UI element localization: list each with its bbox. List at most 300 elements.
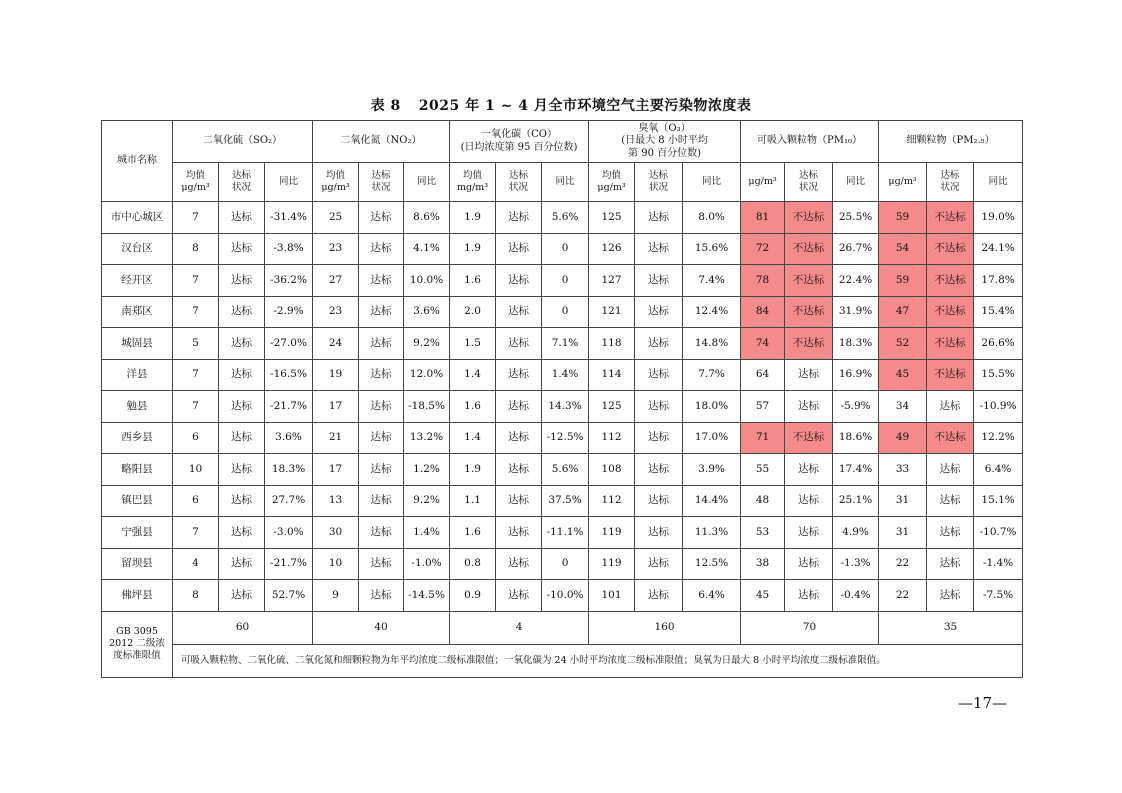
yoy-cell: 7.4% — [683, 265, 741, 297]
yoy-cell: 1.4% — [404, 517, 450, 549]
status-cell: 达标 — [635, 454, 683, 486]
mean-cell: 108 — [589, 454, 635, 486]
yoy-cell: 4.1% — [404, 233, 450, 265]
yoy-cell: 8.0% — [683, 202, 741, 234]
status-cell: 达标 — [359, 422, 404, 454]
yoy-cell: 12.2% — [974, 422, 1023, 454]
status-cell: 达标 — [635, 422, 683, 454]
status-cell: 达标 — [635, 328, 683, 360]
mean-cell: 78 — [741, 265, 785, 297]
mean-cell: 1.9 — [450, 202, 496, 234]
header-row-1 — [102, 121, 1023, 163]
yoy-cell: 9.2% — [404, 485, 450, 517]
status-cell: 不达标 — [927, 296, 974, 328]
status-cell: 不达标 — [927, 233, 974, 265]
status-cell: 达标 — [219, 422, 265, 454]
yoy-cell: -3.0% — [265, 517, 313, 549]
status-cell: 达标 — [219, 454, 265, 486]
standard-limit-cell: 35 — [879, 611, 1023, 644]
yoy-cell: -27.0% — [265, 328, 313, 360]
status-cell: 达标 — [359, 328, 404, 360]
city-name-cell: 市中心城区 — [102, 202, 173, 234]
status-cell: 达标 — [219, 296, 265, 328]
city-name-cell: 留坝县 — [102, 548, 173, 580]
mean-cell: 49 — [879, 422, 927, 454]
mean-cell: 52 — [879, 328, 927, 360]
yoy-cell: 0 — [542, 233, 589, 265]
yoy-cell: 1.4% — [542, 359, 589, 391]
status-header-pm10: 达标 状况 — [785, 163, 833, 202]
status-cell: 达标 — [359, 202, 404, 234]
yoy-cell: 17.0% — [683, 422, 741, 454]
yoy-cell: -21.7% — [265, 391, 313, 423]
status-header-o3: 达标 状况 — [635, 163, 683, 202]
mean-cell: 114 — [589, 359, 635, 391]
status-header-no2: 达标 状况 — [359, 163, 404, 202]
standard-limit-cell: 160 — [589, 611, 741, 644]
yoy-cell: 18.3% — [833, 328, 879, 360]
yoy-cell: -12.5% — [542, 422, 589, 454]
mean-cell: 45 — [879, 359, 927, 391]
status-cell: 达标 — [635, 296, 683, 328]
yoy-cell: 7.7% — [683, 359, 741, 391]
yoy-cell: 26.6% — [974, 328, 1023, 360]
yoy-cell: -14.5% — [404, 580, 450, 612]
mean-header-no2: 均值 μg/m³ — [313, 163, 359, 202]
status-cell: 达标 — [927, 517, 974, 549]
table-row — [102, 296, 1023, 328]
status-cell: 达标 — [496, 265, 542, 297]
city-name-cell: 佛坪县 — [102, 580, 173, 612]
status-cell: 达标 — [785, 454, 833, 486]
mean-cell: 8 — [173, 233, 219, 265]
yoy-cell: -1.0% — [404, 548, 450, 580]
yoy-cell: 26.7% — [833, 233, 879, 265]
table-row — [102, 233, 1023, 265]
yoy-cell: 7.1% — [542, 328, 589, 360]
yoy-cell: 15.5% — [974, 359, 1023, 391]
status-cell: 达标 — [219, 233, 265, 265]
mean-cell: 48 — [741, 485, 785, 517]
status-cell: 达标 — [635, 580, 683, 612]
status-cell: 不达标 — [927, 265, 974, 297]
page-number: —17— — [958, 694, 1008, 712]
yoy-cell: -18.5% — [404, 391, 450, 423]
status-cell: 达标 — [219, 391, 265, 423]
mean-cell: 22 — [879, 548, 927, 580]
yoy-cell: -2.9% — [265, 296, 313, 328]
mean-cell: 0.8 — [450, 548, 496, 580]
mean-cell: 71 — [741, 422, 785, 454]
mean-cell: 118 — [589, 328, 635, 360]
status-cell: 达标 — [635, 202, 683, 234]
mean-cell: 21 — [313, 422, 359, 454]
yoy-cell: 24.1% — [974, 233, 1023, 265]
table-row — [102, 580, 1023, 612]
yoy-cell: -16.5% — [265, 359, 313, 391]
status-cell: 达标 — [496, 391, 542, 423]
air-quality-table — [101, 120, 1023, 678]
city-name-cell: 南郑区 — [102, 296, 173, 328]
yoy-cell: 5.6% — [542, 202, 589, 234]
status-cell: 达标 — [359, 391, 404, 423]
mean-cell: 101 — [589, 580, 635, 612]
status-cell: 达标 — [359, 454, 404, 486]
status-cell: 达标 — [219, 485, 265, 517]
status-cell: 达标 — [219, 202, 265, 234]
mean-cell: 1.5 — [450, 328, 496, 360]
yoy-cell: 14.4% — [683, 485, 741, 517]
yoy-cell: 18.6% — [833, 422, 879, 454]
status-cell: 不达标 — [927, 328, 974, 360]
mean-cell: 31 — [879, 517, 927, 549]
status-cell: 不达标 — [785, 233, 833, 265]
table-row — [102, 517, 1023, 549]
mean-cell: 7 — [173, 517, 219, 549]
status-header-co: 达标 状况 — [496, 163, 542, 202]
yoy-cell: 6.4% — [683, 580, 741, 612]
yoy-cell: 9.2% — [404, 328, 450, 360]
mean-header-o3: 均值 μg/m³ — [589, 163, 635, 202]
mean-cell: 59 — [879, 202, 927, 234]
status-cell: 达标 — [496, 422, 542, 454]
city-name-cell: 略阳县 — [102, 454, 173, 486]
city-name-cell: 镇巴县 — [102, 485, 173, 517]
yoy-cell: 1.2% — [404, 454, 450, 486]
table-row — [102, 202, 1023, 234]
mean-cell: 33 — [879, 454, 927, 486]
status-cell: 达标 — [635, 265, 683, 297]
status-cell: 达标 — [359, 359, 404, 391]
mean-cell: 55 — [741, 454, 785, 486]
standard-limit-cell: 40 — [313, 611, 450, 644]
mean-cell: 7 — [173, 359, 219, 391]
city-name-cell: 洋县 — [102, 359, 173, 391]
mean-cell: 38 — [741, 548, 785, 580]
yoy-cell: 27.7% — [265, 485, 313, 517]
pollutant-header-so2: 二氧化硫（SO₂） — [173, 121, 313, 163]
status-cell: 达标 — [635, 391, 683, 423]
yoy-cell: -1.4% — [974, 548, 1023, 580]
yoy-cell: 15.1% — [974, 485, 1023, 517]
mean-cell: 24 — [313, 328, 359, 360]
yoy-cell: 17.8% — [974, 265, 1023, 297]
status-cell: 达标 — [219, 517, 265, 549]
mean-cell: 45 — [741, 580, 785, 612]
yoy-cell: -3.8% — [265, 233, 313, 265]
status-cell: 达标 — [927, 580, 974, 612]
yoy-cell: 22.4% — [833, 265, 879, 297]
mean-cell: 25 — [313, 202, 359, 234]
mean-cell: 23 — [313, 296, 359, 328]
mean-cell: 72 — [741, 233, 785, 265]
mean-cell: 84 — [741, 296, 785, 328]
yoy-cell: 13.2% — [404, 422, 450, 454]
city-name-cell: 汉台区 — [102, 233, 173, 265]
pollutant-header-o3: 臭氧（O₃） (日最大 8 小时平均 第 90 百分位数) — [589, 121, 741, 163]
mean-cell: 17 — [313, 391, 359, 423]
yoy-cell: 17.4% — [833, 454, 879, 486]
yoy-cell: 31.9% — [833, 296, 879, 328]
status-cell: 达标 — [496, 233, 542, 265]
yoy-header-co: 同比 — [542, 163, 589, 202]
yoy-cell: 25.5% — [833, 202, 879, 234]
status-cell: 达标 — [496, 359, 542, 391]
status-cell: 不达标 — [927, 202, 974, 234]
status-header-so2: 达标 状况 — [219, 163, 265, 202]
status-cell: 达标 — [785, 391, 833, 423]
mean-cell: 59 — [879, 265, 927, 297]
status-cell: 达标 — [359, 548, 404, 580]
mean-cell: 22 — [879, 580, 927, 612]
mean-cell: 34 — [879, 391, 927, 423]
status-cell: 达标 — [785, 517, 833, 549]
mean-cell: 74 — [741, 328, 785, 360]
yoy-cell: 10.0% — [404, 265, 450, 297]
mean-cell: 1.9 — [450, 454, 496, 486]
status-cell: 达标 — [785, 485, 833, 517]
pollutant-header-pm10: 可吸入颗粒物（PM₁₀） — [741, 121, 879, 163]
yoy-cell: 15.4% — [974, 296, 1023, 328]
city-name-cell: 经开区 — [102, 265, 173, 297]
status-cell: 达标 — [496, 548, 542, 580]
status-cell: 达标 — [219, 580, 265, 612]
mean-header-pm10: μg/m³ — [741, 163, 785, 202]
yoy-cell: 0 — [542, 296, 589, 328]
status-cell: 达标 — [219, 359, 265, 391]
table-title — [0, 95, 1122, 115]
yoy-header-so2: 同比 — [265, 163, 313, 202]
city-header: 城市名称 — [102, 121, 173, 202]
status-cell: 达标 — [359, 485, 404, 517]
status-cell: 达标 — [496, 454, 542, 486]
status-cell: 不达标 — [785, 328, 833, 360]
mean-cell: 19 — [313, 359, 359, 391]
mean-cell: 9 — [313, 580, 359, 612]
yoy-cell: 19.0% — [974, 202, 1023, 234]
status-cell: 达标 — [635, 359, 683, 391]
status-cell: 达标 — [359, 580, 404, 612]
yoy-cell: 12.5% — [683, 548, 741, 580]
yoy-cell: 52.7% — [265, 580, 313, 612]
table-title-text: 2025 年 1 ~ 4 月全市环境空气主要污染物浓度表 — [418, 98, 752, 114]
yoy-cell: 5.6% — [542, 454, 589, 486]
mean-cell: 1.9 — [450, 233, 496, 265]
pollutant-header-co: 一氧化碳（CO） (日均浓度第 95 百分位数) — [450, 121, 589, 163]
yoy-cell: 37.5% — [542, 485, 589, 517]
yoy-cell: -0.4% — [833, 580, 879, 612]
status-cell: 达标 — [219, 548, 265, 580]
status-cell: 达标 — [496, 517, 542, 549]
mean-cell: 2.0 — [450, 296, 496, 328]
status-cell: 达标 — [496, 485, 542, 517]
yoy-cell: 3.9% — [683, 454, 741, 486]
yoy-cell: 3.6% — [404, 296, 450, 328]
status-cell: 不达标 — [785, 202, 833, 234]
table-row — [102, 391, 1023, 423]
status-cell: 达标 — [635, 548, 683, 580]
yoy-header-pm25: 同比 — [974, 163, 1023, 202]
standard-limit-cell: 4 — [450, 611, 589, 644]
status-cell: 达标 — [496, 580, 542, 612]
mean-cell: 1.4 — [450, 359, 496, 391]
standard-limits-row — [102, 611, 1023, 644]
yoy-cell: -11.1% — [542, 517, 589, 549]
standard-limit-cell: 70 — [741, 611, 879, 644]
mean-cell: 112 — [589, 422, 635, 454]
mean-cell: 121 — [589, 296, 635, 328]
mean-cell: 7 — [173, 391, 219, 423]
mean-cell: 7 — [173, 296, 219, 328]
yoy-header-pm10: 同比 — [833, 163, 879, 202]
mean-cell: 23 — [313, 233, 359, 265]
mean-cell: 54 — [879, 233, 927, 265]
header-row-2 — [102, 163, 1023, 202]
yoy-cell: -31.4% — [265, 202, 313, 234]
yoy-cell: -10.7% — [974, 517, 1023, 549]
yoy-cell: 6.4% — [974, 454, 1023, 486]
status-cell: 达标 — [785, 359, 833, 391]
yoy-cell: 0 — [542, 548, 589, 580]
status-header-pm25: 达标 状况 — [927, 163, 974, 202]
table-number: 表 8 — [370, 98, 401, 114]
mean-cell: 7 — [173, 202, 219, 234]
mean-cell: 47 — [879, 296, 927, 328]
table-row — [102, 548, 1023, 580]
table-row — [102, 328, 1023, 360]
mean-cell: 10 — [313, 548, 359, 580]
mean-cell: 126 — [589, 233, 635, 265]
mean-cell: 125 — [589, 391, 635, 423]
yoy-cell: 18.0% — [683, 391, 741, 423]
yoy-cell: 25.1% — [833, 485, 879, 517]
status-cell: 不达标 — [785, 296, 833, 328]
yoy-cell: 4.9% — [833, 517, 879, 549]
mean-cell: 127 — [589, 265, 635, 297]
mean-cell: 1.6 — [450, 391, 496, 423]
yoy-cell: 11.3% — [683, 517, 741, 549]
yoy-cell: 18.3% — [265, 454, 313, 486]
mean-cell: 125 — [589, 202, 635, 234]
status-cell: 达标 — [219, 265, 265, 297]
mean-cell: 112 — [589, 485, 635, 517]
status-cell: 达标 — [785, 580, 833, 612]
mean-cell: 8 — [173, 580, 219, 612]
mean-cell: 30 — [313, 517, 359, 549]
city-name-cell: 西乡县 — [102, 422, 173, 454]
yoy-cell: 14.8% — [683, 328, 741, 360]
mean-header-so2: 均值 μg/m³ — [173, 163, 219, 202]
mean-cell: 1.6 — [450, 265, 496, 297]
mean-cell: 1.4 — [450, 422, 496, 454]
mean-cell: 119 — [589, 548, 635, 580]
status-cell: 达标 — [359, 517, 404, 549]
mean-cell: 10 — [173, 454, 219, 486]
yoy-cell: -5.9% — [833, 391, 879, 423]
mean-cell: 119 — [589, 517, 635, 549]
yoy-cell: 3.6% — [265, 422, 313, 454]
standard-note-row — [102, 644, 1023, 677]
mean-cell: 5 — [173, 328, 219, 360]
standard-limit-cell: 60 — [173, 611, 313, 644]
standard-note: 可吸入颗粒物、二氧化硫、二氧化氮和细颗粒物为年平均浓度二级标准限值；一氧化碳为 24 小时平均浓度二级标准限值；臭氧为日最大 8 小时平均浓度二级标准限值。 — [173, 644, 1023, 677]
status-cell: 不达标 — [927, 422, 974, 454]
yoy-cell: -10.9% — [974, 391, 1023, 423]
status-cell: 不达标 — [785, 422, 833, 454]
yoy-header-no2: 同比 — [404, 163, 450, 202]
yoy-header-o3: 同比 — [683, 163, 741, 202]
mean-header-pm25: μg/m³ — [879, 163, 927, 202]
city-name-cell: 宁强县 — [102, 517, 173, 549]
standard-label: GB 3095 2012 二级浓 度标准限值 — [102, 611, 173, 677]
status-cell: 达标 — [496, 296, 542, 328]
pollutant-header-pm25: 细颗粒物（PM₂.₅） — [879, 121, 1023, 163]
mean-cell: 1.6 — [450, 517, 496, 549]
mean-cell: 17 — [313, 454, 359, 486]
mean-cell: 6 — [173, 485, 219, 517]
yoy-cell: 12.4% — [683, 296, 741, 328]
mean-cell: 0.9 — [450, 580, 496, 612]
status-cell: 不达标 — [927, 359, 974, 391]
yoy-cell: -7.5% — [974, 580, 1023, 612]
pollutant-header-no2: 二氧化氮（NO₂） — [313, 121, 450, 163]
table-row — [102, 454, 1023, 486]
status-cell: 达标 — [635, 517, 683, 549]
status-cell: 达标 — [359, 296, 404, 328]
yoy-cell: -10.0% — [542, 580, 589, 612]
status-cell: 达标 — [219, 328, 265, 360]
status-cell: 达标 — [496, 328, 542, 360]
table-row — [102, 265, 1023, 297]
status-cell: 达标 — [359, 233, 404, 265]
yoy-cell: 8.6% — [404, 202, 450, 234]
yoy-cell: -36.2% — [265, 265, 313, 297]
mean-header-co: 均值 mg/m³ — [450, 163, 496, 202]
mean-cell: 7 — [173, 265, 219, 297]
table-row — [102, 422, 1023, 454]
status-cell: 不达标 — [785, 265, 833, 297]
status-cell: 达标 — [635, 485, 683, 517]
yoy-cell: -21.7% — [265, 548, 313, 580]
table-row — [102, 359, 1023, 391]
status-cell: 达标 — [927, 548, 974, 580]
yoy-cell: 16.9% — [833, 359, 879, 391]
mean-cell: 81 — [741, 202, 785, 234]
city-name-cell: 城固县 — [102, 328, 173, 360]
yoy-cell: -1.3% — [833, 548, 879, 580]
mean-cell: 57 — [741, 391, 785, 423]
yoy-cell: 0 — [542, 265, 589, 297]
yoy-cell: 14.3% — [542, 391, 589, 423]
yoy-cell: 15.6% — [683, 233, 741, 265]
status-cell: 达标 — [927, 485, 974, 517]
status-cell: 达标 — [359, 265, 404, 297]
status-cell: 达标 — [927, 391, 974, 423]
table-row — [102, 485, 1023, 517]
mean-cell: 31 — [879, 485, 927, 517]
mean-cell: 53 — [741, 517, 785, 549]
status-cell: 达标 — [635, 233, 683, 265]
status-cell: 达标 — [927, 454, 974, 486]
mean-cell: 64 — [741, 359, 785, 391]
status-cell: 达标 — [785, 548, 833, 580]
mean-cell: 6 — [173, 422, 219, 454]
status-cell: 达标 — [496, 202, 542, 234]
mean-cell: 27 — [313, 265, 359, 297]
mean-cell: 4 — [173, 548, 219, 580]
yoy-cell: 12.0% — [404, 359, 450, 391]
mean-cell: 1.1 — [450, 485, 496, 517]
